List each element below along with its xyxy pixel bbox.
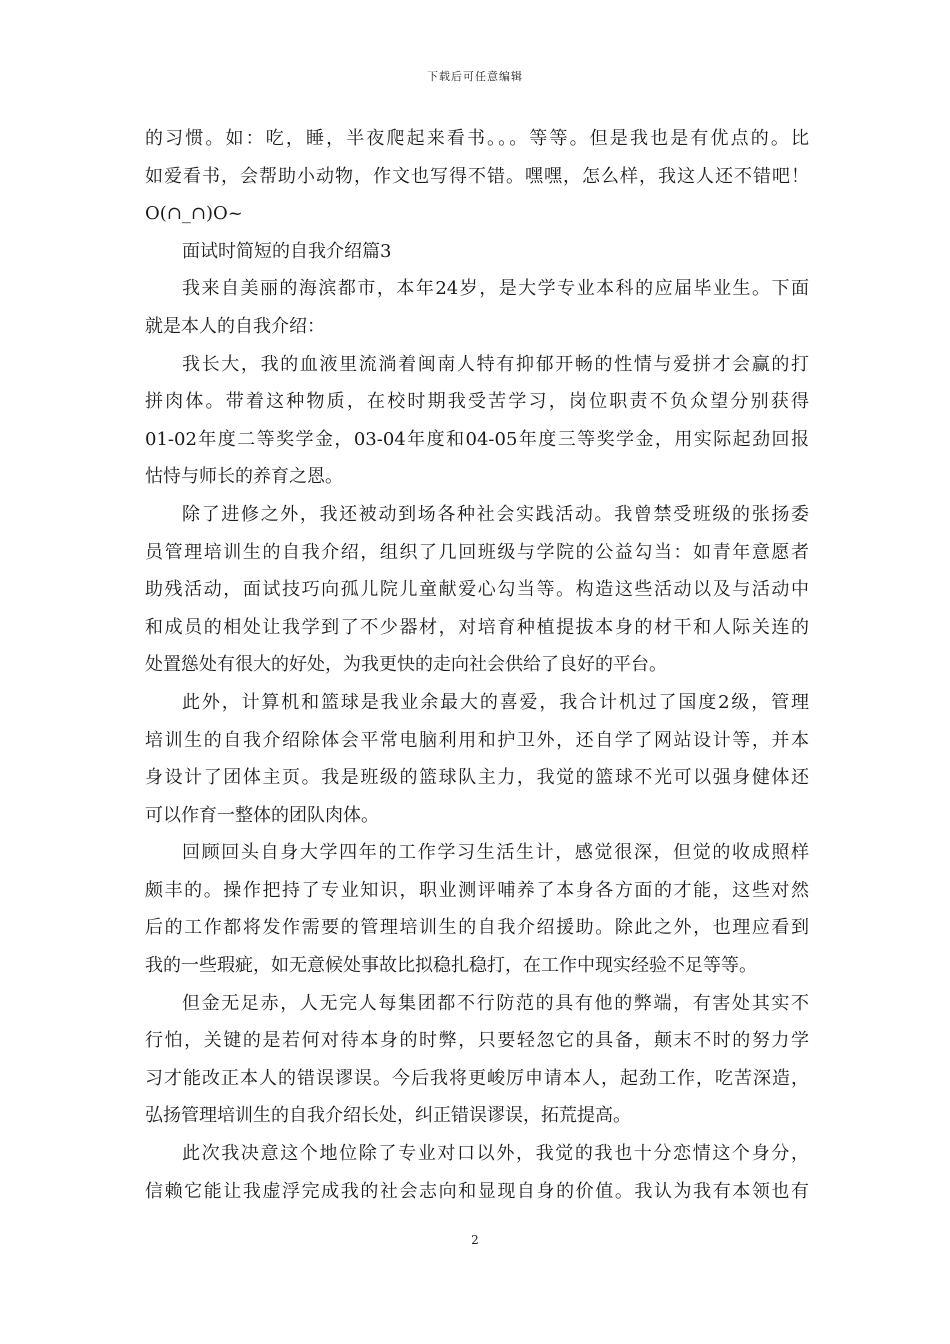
body-line: 员管理培训生的自我介绍，组织了几回班级与学院的公益勾当：如青年意愿者 (145, 541, 809, 563)
body-line: 我的一些瑕疵，如无意候处事故比拟稳扎稳打，在工作中现实经验不足等等。 (145, 955, 757, 977)
body-line: 可以作育一整体的团队肉体。 (145, 804, 379, 826)
body-line: 如爱看书，会帮助小动物，作文也写得不错。嘿嘿，怎么样，我这人还不错吧！ (145, 165, 809, 187)
body-line: 01-02年度二等奖学金，03-04年度和04-05年度三等奖学金，用实际起劲回报 (145, 428, 809, 450)
body-line: 我长大，我的血液里流淌着闽南人特有抑郁开畅的性情与爱拼才会赢的打 (182, 353, 809, 375)
emoticon-line: O(∩_∩)O~ (145, 203, 243, 225)
body-line: 就是本人的自我介绍： (145, 315, 325, 337)
body-line: 身设计了团体主页。我是班级的篮球队主力，我觉的篮球不光可以强身健体还 (145, 767, 809, 789)
body-line: 助残活动，面试技巧向孤儿院儿童献爱心勾当等。构造这些活动以及与活动中 (145, 579, 809, 601)
page-header-note: 下载后可任意编辑 (427, 70, 523, 83)
body-line: 我来自美丽的海滨都市，本年24岁，是大学专业本科的应届毕业生。下面 (182, 278, 809, 300)
body-line: 拼肉体。带着这种物质，在校时期我受苦学习，岗位职责不负众望分别获得 (145, 391, 809, 413)
body-line: 颇丰的。操作把持了专业知识，职业测评哺养了本身各方面的才能，这些对然 (145, 879, 809, 901)
body-line: 培训生的自我介绍除体会平常电脑利用和护卫外，还自学了网站设计等，并本 (145, 729, 809, 751)
section-heading: 面试时简短的自我介绍篇3 (182, 240, 392, 262)
body-line: 但金无足赤，人无完人每集团都不行防范的具有他的弊端，有害处其实不 (182, 992, 809, 1014)
body-line: 除了进修之外，我还被动到场各种社会实践活动。我曾禁受班级的张扬委 (182, 503, 809, 525)
body-line: 信赖它能让我虚浮完成我的社会志向和显现自身的价值。我认为我有本领也有 (145, 1180, 809, 1202)
body-line: 的习惯。如：吃，睡，半夜爬起来看书。。。等等。但是我也是有优点的。比 (145, 128, 809, 149)
body-line: 习才能改正本人的错误谬误。今后我将更峻厉申请本人，起劲工作，吃苦深造， (145, 1067, 809, 1089)
body-line: 后的工作都将发作需要的管理培训生的自我介绍援助。除此之外，也理应看到 (145, 917, 809, 939)
document-body (145, 120, 809, 1210)
body-line: 怙恃与师长的养育之恩。 (145, 466, 343, 488)
body-line: 和成员的相处让我学到了不少器材，对培育种植提拔本身的材干和人际关连的 (145, 616, 809, 638)
body-line: 行怕，关键的是若何对待本身的时弊，只要轻忽它的具备，颠末不时的努力学 (145, 1030, 809, 1052)
body-line: 处置慫处有很大的好处，为我更快的走向社会供给了良好的平台。 (145, 654, 667, 676)
page-number: 2 (471, 1233, 479, 1247)
body-line: 此外，计算机和篮球是我业余最大的喜爱，我合计机过了国度2级，管理 (182, 691, 809, 713)
body-line: 此次我决意这个地位除了专业对口以外，我觉的我也十分恋情这个身分， (182, 1143, 809, 1165)
body-line: 弘扬管理培训生的自我介绍长处，纠正错误谬误，拓荒提高。 (145, 1105, 631, 1127)
body-line: 回顾回头自身大学四年的工作学习生活生计，感觉很深，但觉的收成照样 (182, 842, 809, 864)
